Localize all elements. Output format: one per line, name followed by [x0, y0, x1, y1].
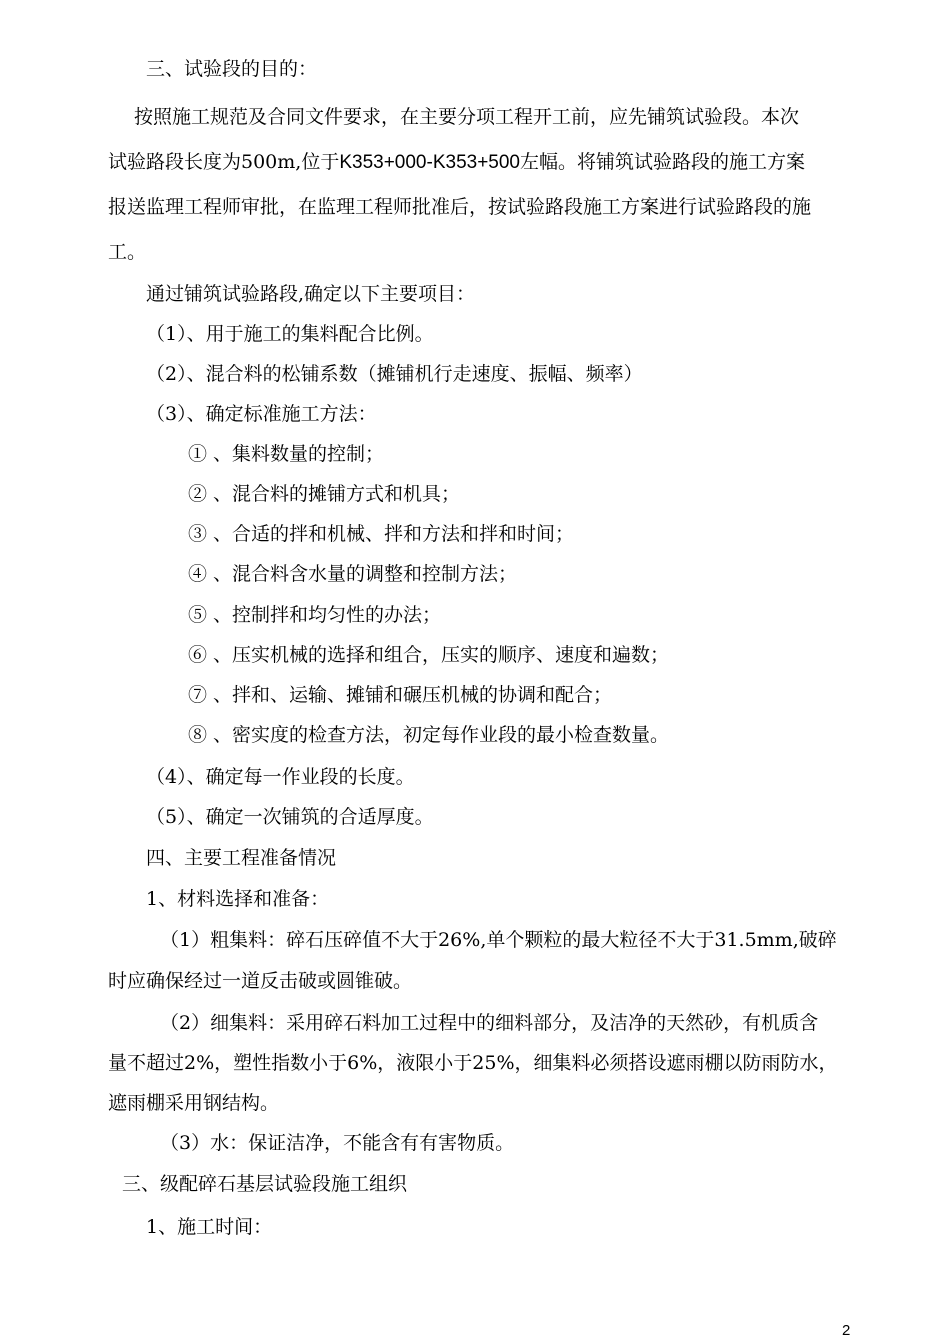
section-heading-purpose: 三、试验段的目的： — [146, 58, 318, 80]
paragraph-line: 通过铺筑试验路段,确定以下主要项目： — [146, 283, 476, 305]
paragraph-line: （3）水：保证洁净，不能含有有害物质。 — [160, 1132, 515, 1154]
paragraph-text: 试验路段长度为500m,位于 — [108, 151, 340, 173]
list-item: （3）、确定标准施工方法： — [146, 403, 377, 425]
list-item: （2）、混合料的松铺系数（摊铺机行走速度、振幅、频率） — [146, 363, 643, 385]
sub-list-item: ⑧ 、密实度的检查方法，初定每作业段的最小检查数量。 — [188, 724, 670, 746]
section-heading-preparation: 四、主要工程准备情况 — [146, 847, 337, 869]
sub-list-item: ③ 、合适的拌和机械、拌和方法和拌和时间； — [188, 523, 575, 545]
paragraph-line: 按照施工规范及合同文件要求，在主要分项工程开工前，应先铺筑试验段。本次 — [134, 106, 800, 128]
sub-list-item: ⑤ 、控制拌和均匀性的办法； — [188, 604, 442, 626]
list-item: （4）、确定每一作业段的长度。 — [146, 766, 415, 788]
stake-range-text: K353+000-K353+500左幅。 — [339, 152, 577, 173]
paragraph-line: 报送监理工程师审批，在监理工程师批准后，按试验路段施工方案进行试验路段的施 — [108, 196, 812, 218]
list-item: （1）、用于施工的集料配合比例。 — [146, 323, 434, 345]
paragraph-line: （2）细集料：采用碎石料加工过程中的细料部分，及洁净的天然砂，有机质含 — [160, 1012, 819, 1034]
sub-list-item: ① 、集料数量的控制； — [188, 443, 385, 465]
sub-list-item: ④ 、混合料含水量的调整和控制方法； — [188, 563, 518, 585]
paragraph-line: 遮雨棚采用钢结构。 — [108, 1092, 280, 1114]
page-number: 2 — [842, 1322, 851, 1339]
paragraph-line — [108, 149, 805, 176]
sub-list-item: ② 、混合料的摊铺方式和机具； — [188, 483, 461, 505]
paragraph-line: 时应确保经过一道反击破或圆锥破。 — [108, 970, 413, 992]
section-heading-organization: 三、级配碎石基层试验段施工组织 — [122, 1173, 408, 1195]
paragraph-text: 将铺筑试验路段的施工方案 — [577, 151, 806, 173]
paragraph-line: 工。 — [108, 241, 147, 263]
subsection-heading: 1、材料选择和准备： — [146, 888, 330, 910]
list-item: （5）、确定一次铺筑的合适厚度。 — [146, 806, 434, 828]
paragraph-line: 量不超过2%，塑性指数小于6%，液限小于25%，细集料必须搭设遮雨棚以防雨防水， — [108, 1052, 838, 1074]
paragraph-line: （1）粗集料：碎石压碎值不大于26%,单个颗粒的最大粒径不大于31.5mm,破碎 — [160, 929, 837, 951]
sub-list-item: ⑥ 、压实机械的选择和组合，压实的顺序、速度和遍数； — [188, 644, 670, 666]
subsection-heading: 1、施工时间： — [146, 1216, 273, 1238]
sub-list-item: ⑦ 、拌和、运输、摊铺和碾压机械的协调和配合； — [188, 684, 613, 706]
